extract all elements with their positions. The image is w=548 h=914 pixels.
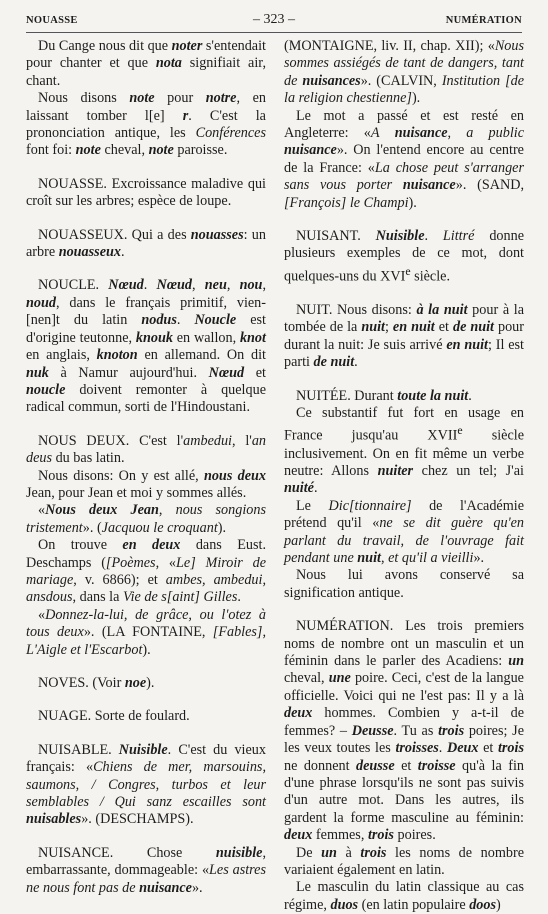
dictionary-entry: NUIT. Nous disons: à la nuit pour à la tombée de la nuit; en nuit et de nuit pour durant la nuit: Je suis arrivé en nuit; Il est parti de nuit. — [284, 302, 524, 371]
entry-paragraph: «Nous deux Jean, nous songions tristement». (Jacquou le croquant). — [26, 502, 266, 536]
right-column — [284, 38, 524, 914]
dictionary-entry: NOUASSEUX. Qui a des nouasses: un arbre nouasseux. — [26, 226, 266, 261]
header-right-word: NUMÉRATION — [445, 15, 522, 26]
entry-paragraph: Du Cange nous dit que noter s'entendait pour chanter et que nota signifiait air, chant. — [26, 38, 266, 89]
dictionary-entry: NUMÉRATION. Les trois premiers noms de nombre ont un masculin et un féminin dans le parler des Acadiens: un cheval, une poire. Ceci, c'est de la langue officielle. Voici qui ne l'est pas: Il y a là deux hommes. Combien y a-t-il de femmes? – Deusse. Tu as trois poires; Je les veux toutes les troisses. Deux et trois ne donnent deusse et troisse qu'à la fin d'une phrase lorsqu'ils ne sont pas suivis d'un autre mot. Dans les autres, ils gardent la forme masculine au féminin: deux femmes, trois poires. — [284, 618, 524, 844]
dictionary-entry: NOUCLE. Nœud. Nœud, neu, nou, noud, dans le français primitif, vien-[nen]t du latin nodus. Noucle est d'origine teutonne, knouk en wallon, knot en anglais, knoton en allemand. On dit nuk à Namur aujourd'hui. Nœud et noucle doivent remonter à quelque radical commun, sorti de l'Hindoustani. — [26, 277, 267, 416]
entry-paragraph: (MONTAIGNE, liv. II, chap. XII); «Nous sommes assiégés de tant de dangers, tant de nuisances». (CALVIN, Institution [de la religion chestienne]). — [284, 38, 525, 107]
entry-paragraph: Le masculin du latin classique au cas régime, duos (en latin populaire doos) — [284, 879, 524, 913]
entry-paragraph: «Donnez-la-lui, de grâce, ou l'otez à tous deux». (LA FONTAINE, [Fables], L'Aigle et l'Escarbot). — [26, 606, 266, 658]
running-header — [26, 12, 522, 32]
dictionary-entry: NOUS DEUX. C'est l'ambedui, l'an deus du bas latin. — [26, 432, 267, 467]
dictionary-entry: NOVES. (Voir noe). — [38, 675, 155, 691]
entry-paragraph: Le mot a passé et est resté en Angleterre: «A nuisance, a public nuisance». On l'entend encore au centre de la France: «La chose peut s'arranger sans vous porter nuisance». (SAND, [François] le Champi). — [284, 107, 525, 211]
dictionary-entry: NUISANT. Nuisible. Littré donne plusieurs exemples de ce mot, dont quelques-uns du XVIe siècle. — [284, 228, 524, 285]
left-column — [26, 38, 266, 897]
dictionary-entry: NUISABLE. Nuisible. C'est du vieux français: «Chiens de mer, marsouins, saumons, / Congres, turbos et leur semblables / Qui sanz escailles sont nuisables». (DESCHAMPS). — [26, 741, 266, 828]
page-number: – 323 – — [253, 12, 295, 27]
entry-paragraph: Ce substantif fut fort en usage en France jusqu'au XVIIe siècle inclusivement. On en fit même un verbe neutre: Allons nuiter chez un tel; J'ai nuité. — [284, 405, 525, 497]
entry-paragraph: Nous lui avons conservé sa signification antique. — [284, 567, 524, 601]
header-rule — [26, 32, 522, 33]
entry-paragraph: Le Dic[tionnaire] de l'Académie prétend qu'il «ne se dit guère qu'en parlant du travail, de l'ouvrage fait pendant une nuit, et qu'il a vieilli». — [284, 497, 525, 567]
entry-paragraph: Nous disons note pour notre, en laissant tomber l[e] r. C'est la prononciation antique, les Conférences font foi: note cheval, note paroisse. — [26, 90, 266, 159]
dictionary-entry: NUITÉE. Durant toute la nuit. — [296, 387, 472, 404]
dictionary-entry: NUISANCE. Chose nuisible, embarrassante, dommageable: «Les astres ne nous font pas de nuisance». — [26, 844, 266, 896]
entry-paragraph: On trouve en deux dans Eust. Deschamps ([Poèmes, «Le] Miroir de mariage, v. 6866); et ambes, ambedui, ansdous, dans la Vie de s[aint] Gilles. — [26, 537, 267, 606]
entry-paragraph: De un à trois les noms de nombre variaient également en latin. — [284, 844, 524, 878]
header-left-word: NOUASSE — [26, 15, 78, 26]
dictionary-entry: NUAGE. Sorte de foulard. — [38, 708, 190, 725]
entry-paragraph: Nous disons: On y est allé, nous deux Jean, pour Jean et moi y sommes allés. — [26, 467, 266, 501]
dictionary-entry: NOUASSE. Excroissance maladive qui croît sur les arbres; espèce de loupe. — [26, 175, 266, 210]
